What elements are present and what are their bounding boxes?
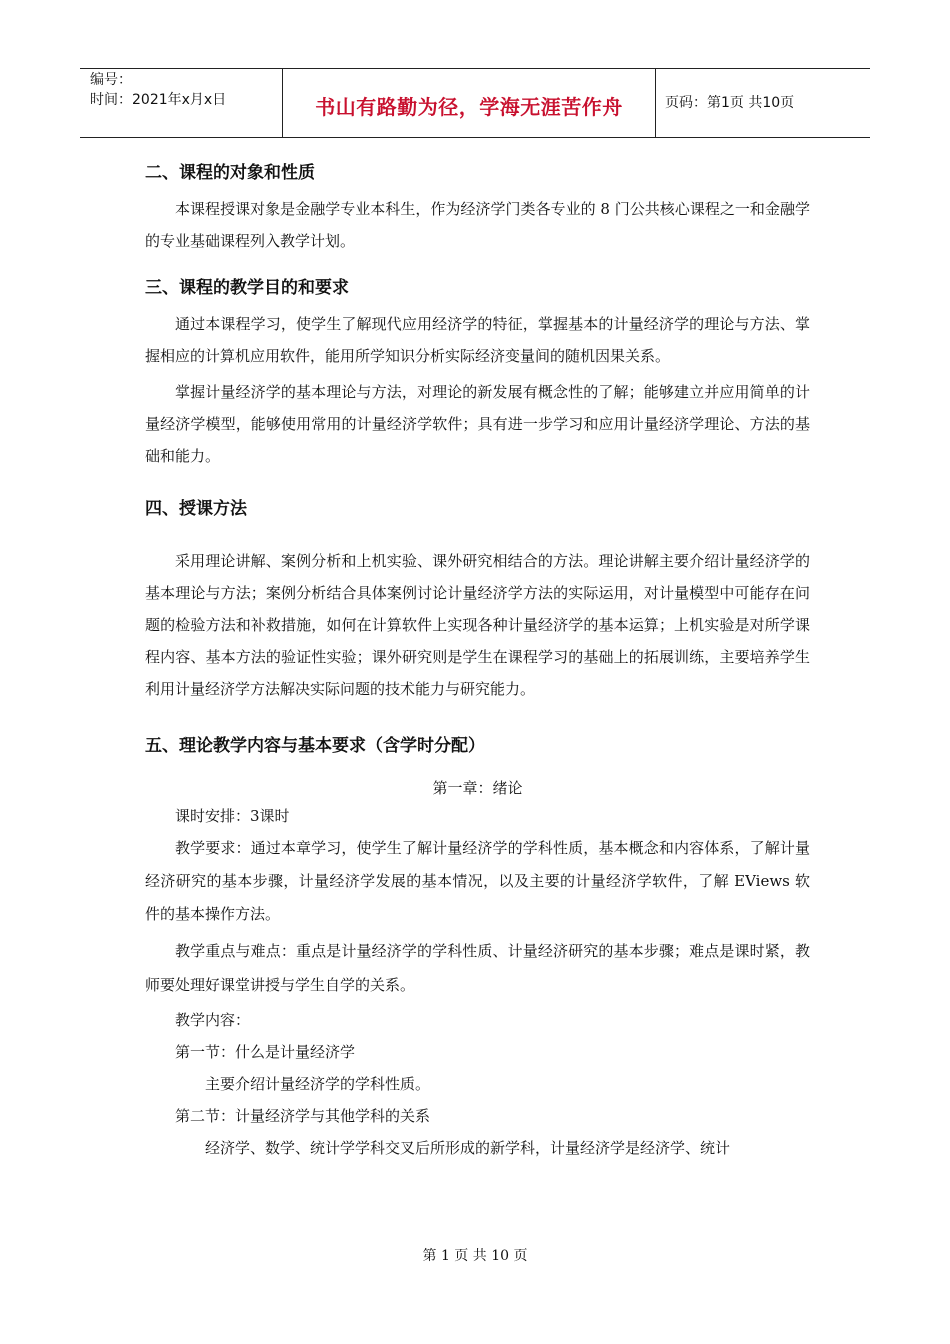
header-info-cell [80, 69, 282, 137]
chapter-title: 第一章：绪论 [432, 779, 523, 797]
header-page-cell [655, 69, 870, 137]
serial-number-label: 编号： [90, 72, 132, 88]
header-page-info: 页码：第1页 共10页 [665, 95, 795, 111]
page-footer: 第 1 页 共 10 页 [422, 1248, 528, 1264]
section-heading-2: 二、课程的对象和性质 [145, 163, 315, 183]
header-motto-cell [282, 69, 656, 137]
paragraph: 掌握计量经济学的基本理论与方法，对理论的新发展有概念性的了解；能够建立并应用简单的计量经济学模型，能够使用常用的计量经济学软件；具有进一步学习和应用计量经济学理论、方法的基础和能力。 [145, 383, 810, 465]
section-2-title: 第二节：计量经济学与其他学科的关系 [175, 1107, 431, 1125]
section-heading-5: 五、理论教学内容与基本要求（含学时分配） [145, 736, 485, 756]
section-heading-3: 三、课程的教学目的和要求 [145, 278, 349, 298]
motto-text: 书山有路勤为径，学海无涯苦作舟 [315, 95, 623, 119]
section-2-desc: 经济学、数学、统计学学科交叉后所形成的新学科，计量经济学是经济学、统计 [205, 1139, 731, 1157]
section-1-title: 第一节：什么是计量经济学 [175, 1043, 356, 1061]
paragraph: 本课程授课对象是金融学专业本科生，作为经济学门类各专业的 8 门公共核心课程之一和金融学的专业基础课程列入教学计划。 [145, 200, 810, 250]
content-label: 教学内容： [175, 1011, 251, 1029]
paragraph: 教学要求：通过本章学习，使学生了解计量经济学的学科性质，基本概念和内容体系，了解计量经济研究的基本步骤，计量经济学发展的基本情况，以及主要的计量经济学软件，了解 EViews 软件的基本操作方法。 [145, 839, 810, 923]
section-heading-4: 四、授课方法 [145, 499, 247, 519]
hours-line: 课时安排：3课时 [175, 807, 290, 825]
paragraph: 采用理论讲解、案例分析和上机实验、课外研究相结合的方法。理论讲解主要介绍计量经济学的基本理论与方法；案例分析结合具体案例讨论计量经济学方法的实际运用，对计量模型中可能存在问题的检验方法和补救措施，如何在计算软件上实现各种计量经济学的基本运算；上机实验是对所学课程内容、基本方法的验证性实验；课外研究则是学生在课程学习的基础上的拓展训练，主要培养学生利用计量经济学方法解决实际问题的技术能力与研究能力。 [145, 552, 810, 698]
paragraph: 教学重点与难点：重点是计量经济学的学科性质、计量经济研究的基本步骤；难点是课时紧，教师要处理好课堂讲授与学生自学的关系。 [145, 942, 810, 994]
date-label: 时间：2021年x月x日 [90, 92, 227, 108]
document-body [145, 152, 810, 1164]
paragraph: 通过本课程学习，使学生了解现代应用经济学的特征，掌握基本的计量经济学的理论与方法、掌握相应的计算机应用软件，能用所学知识分析实际经济变量间的随机因果关系。 [145, 315, 810, 365]
document-header [80, 68, 870, 138]
section-1-desc: 主要介绍计量经济学的学科性质。 [205, 1075, 431, 1093]
